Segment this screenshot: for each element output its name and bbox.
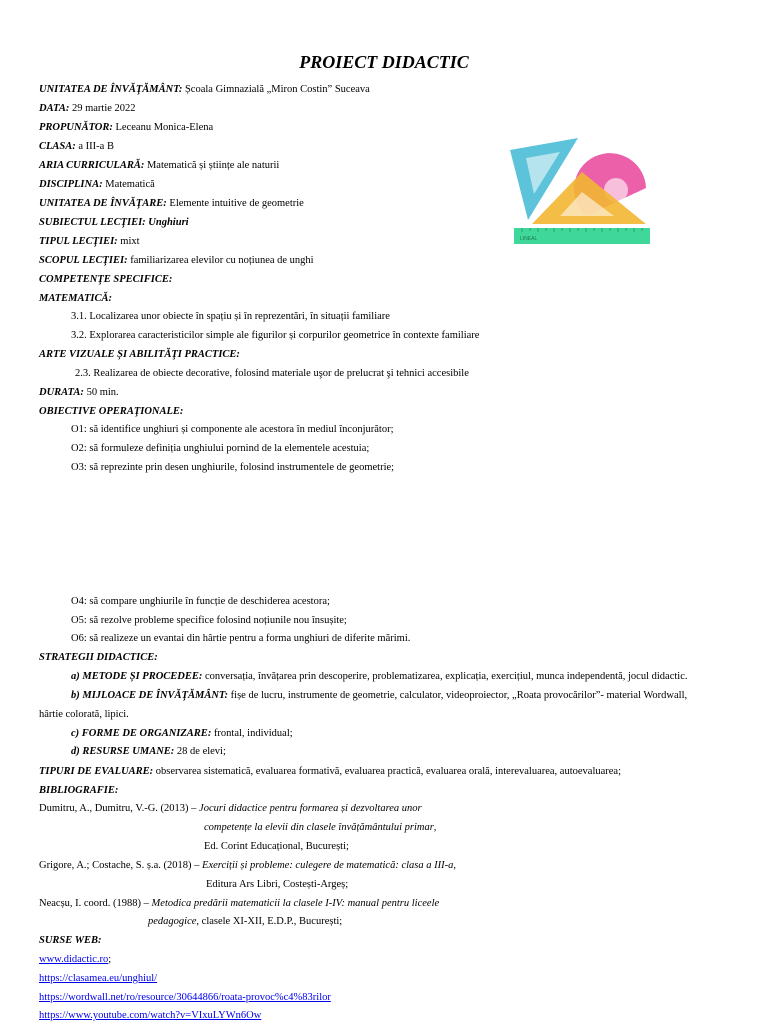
- field-propunator: PROPUNĂTOR: Leceanu Monica-Elena: [39, 122, 214, 133]
- ruler-label: LINEAL: [520, 236, 538, 242]
- strategii-resurse: d) RESURSE UMANE: 28 de elevi;: [71, 746, 226, 757]
- bibliografie-ref2: Grigore, A.; Costache, S. ș.a. (2018) – Exerciții și probleme: culegere de matematică: clasa a III-a,: [39, 860, 456, 871]
- competenta-3-2: 3.2. Explorarea caracteristicilor simple ale figurilor și corpurilor geometrice în contexte familiare: [71, 330, 480, 341]
- field-data: DATA: 29 martie 2022: [39, 103, 136, 114]
- obiectiv-o1: O1: să identifice unghiuri și componente ale acestora în mediul înconjurător;: [71, 424, 394, 435]
- competenta-2-3: 2.3. Realizarea de obiecte decorative, folosind materiale uşor de prelucrat şi tehnici accesibile: [75, 368, 469, 379]
- field-unitate: UNITATEA DE ÎNVĂŢĂMÂNT: Școala Gimnazială „Miron Costin” Suceava: [39, 84, 370, 95]
- strategii-mijloace-cont: hârtie colorată, lipici.: [39, 709, 129, 720]
- link-clasamea[interactable]: https://clasamea.eu/unghiul/: [39, 973, 158, 984]
- strategii-metode: a) METODE ȘI PROCEDEE: conversația, învățarea prin descoperire, problematizarea, explicația, exercițiul, munca independentă, jocul didactic.: [71, 671, 688, 682]
- bibliografie-ref1-pub: Ed. Corint Educațional, București;: [204, 841, 349, 852]
- bibliografie-ref3-cont: pedagogice, clasele XI-XII, E.D.P., București;: [148, 916, 343, 927]
- field-scopul: SCOPUL LECŢIEI: familiarizarea elevilor cu noțiunea de unghi: [39, 255, 314, 266]
- field-durata: DURATA: 50 min.: [39, 387, 119, 398]
- competente-heading: COMPETENŢE SPECIFICE:: [39, 274, 173, 285]
- competenta-3-1: 3.1. Localizarea unor obiecte în spațiu și în reprezentări, în situații familiare: [71, 311, 390, 322]
- obiectiv-o3: O3: să reprezinte prin desen unghiurile, folosind instrumentele de geometrie;: [71, 462, 395, 473]
- surse-link-row-0: www.didactic.ro;: [39, 954, 112, 965]
- field-subiect: SUBIECTUL LECŢIEI: Unghiuri: [39, 217, 189, 228]
- obiective-heading: OBIECTIVE OPERAŢIONALE:: [39, 406, 184, 417]
- page-title: PROIECT DIDACTIC: [299, 52, 469, 72]
- strategii-mijloace: b) MIJLOACE DE ÎNVĂŢĂMÂNT: fișe de lucru, instrumente de geometrie, calculator, videoproiector, „Roata provocărilor”- material Wordwall,: [71, 690, 688, 701]
- link-youtube[interactable]: https://www.youtube.com/watch?v=VIxuLYWn6Ow: [39, 1010, 262, 1021]
- bibliografie-ref3: Neacșu, I. coord. (1988) – Metodica predării matematicii la clasele I-IV: manual pentru liceele: [39, 898, 440, 909]
- geometry-tools-svg: [508, 128, 654, 248]
- link-wordwall[interactable]: https://wordwall.net/ro/resource/30644866/roata-provoc%c4%83rilor: [39, 992, 331, 1003]
- surse-link-row-3: [39, 1009, 261, 1022]
- link-didactic[interactable]: www.didactic.ro: [39, 954, 109, 965]
- surse-web-heading: SURSE WEB:: [39, 935, 102, 946]
- field-unitatea-invatare: UNITATEA DE ÎNVĂŢARE: Elemente intuitive de geometrie: [39, 198, 304, 209]
- bibliografie-ref2-pub: Editura Ars Libri, Costești-Argeș;: [206, 879, 349, 890]
- obiectiv-o5: O5: să rezolve probleme specifice folosind noțiunile nou însușite;: [71, 615, 347, 626]
- field-aria: ARIA CURRICULARĂ: Matematică și științe ale naturii: [39, 160, 280, 171]
- bibliografie-ref1: Dumitru, A., Dumitru, V.-G. (2013) – Jocuri didactice pentru formarea și dezvoltarea unor: [39, 803, 422, 814]
- obiectiv-o6: O6: să realizeze un evantai din hârtie pentru a forma unghiuri de diferite mărimi.: [71, 633, 411, 644]
- field-clasa: CLASA: a III-a B: [39, 141, 114, 152]
- strategii-forme: c) FORME DE ORGANIZARE: frontal, individual;: [71, 728, 293, 739]
- tipuri-evaluare: TIPURI DE EVALUARE: observarea sistematică, evaluarea formativă, evaluarea practică, evaluarea orală, interevaluarea, autoevaluarea;: [39, 766, 622, 777]
- surse-link-row-2: [39, 991, 331, 1004]
- surse-link-row-1: [39, 972, 157, 985]
- obiectiv-o4: O4: să compare unghiurile în funcție de deschiderea acestora;: [71, 596, 330, 607]
- strategii-heading: STRATEGII DIDACTICE:: [39, 652, 158, 663]
- obiectiv-o2: O2: să formuleze definiția unghiului pornind de la elementele acestuia;: [71, 443, 370, 454]
- field-disciplina: DISCIPLINA: Matematică: [39, 179, 155, 190]
- geometry-tools-icon: [508, 128, 654, 248]
- bibliografie-heading: BIBLIOGRAFIE:: [39, 785, 119, 796]
- bibliografie-ref1-cont: competențe la elevii din clasele învățământului primar,: [204, 822, 437, 833]
- field-tipul: TIPUL LECŢIEI: mixt: [39, 236, 140, 247]
- matematica-heading: MATEMATICĂ:: [39, 293, 112, 304]
- avap-heading: ARTE VIZUALE ȘI ABILITĂŢI PRACTICE:: [39, 349, 240, 360]
